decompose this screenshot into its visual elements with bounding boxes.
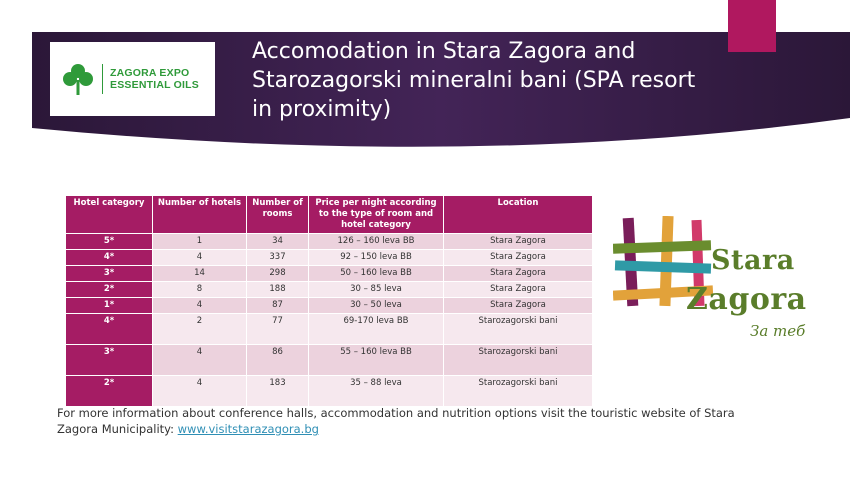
brand-word-zagora: Zagora — [686, 282, 807, 317]
cell-price: 55 – 160 leva BB — [309, 345, 444, 376]
header-hotel-category: Hotel category — [66, 196, 153, 234]
footer-text: For more information about conference halls, accommodation and nutrition options visit the touristic website of Stara Zagora Municipality: — [57, 406, 735, 436]
cell-category: 3* — [66, 266, 153, 282]
cell-location: Stara Zagora — [444, 250, 593, 266]
cell-hotels: 4 — [153, 298, 247, 314]
logo-text — [110, 67, 199, 91]
table-row — [66, 298, 593, 314]
cell-rooms: 86 — [247, 345, 309, 376]
logo-line1: ZAGORA EXPO — [110, 67, 190, 79]
brand-tagline: За теб — [750, 322, 806, 340]
table-row — [66, 266, 593, 282]
cell-price: 92 – 150 leva BB — [309, 250, 444, 266]
header-number-of-rooms: Number of rooms — [247, 196, 309, 234]
cell-rooms: 87 — [247, 298, 309, 314]
cell-price: 50 – 160 leva BB — [309, 266, 444, 282]
cell-location: Stara Zagora — [444, 282, 593, 298]
cell-category: 5* — [66, 234, 153, 250]
cell-price: 30 – 50 leva — [309, 298, 444, 314]
cell-location: Stara Zagora — [444, 234, 593, 250]
cell-rooms: 337 — [247, 250, 309, 266]
cell-hotels: 8 — [153, 282, 247, 298]
zagora-expo-logo — [50, 42, 215, 116]
logo-line2: ESSENTIAL OILS — [110, 79, 199, 91]
cell-price: 30 – 85 leva — [309, 282, 444, 298]
table-row — [66, 250, 593, 266]
website-link[interactable]: www.visitstarazagora.bg — [177, 422, 319, 436]
table-row — [66, 314, 593, 345]
cell-price: 35 – 88 leva — [309, 376, 444, 407]
cell-hotels: 14 — [153, 266, 247, 282]
cell-hotels: 4 — [153, 250, 247, 266]
logo-divider — [102, 64, 103, 94]
table-row — [66, 234, 593, 250]
page-title: Accomodation in Stara Zagora and Starozagorski mineralni bani (SPA resort in proximity) — [252, 39, 696, 122]
table-row — [66, 376, 593, 407]
cell-location: Stara Zagora — [444, 266, 593, 282]
footer-note — [57, 405, 777, 437]
cell-hotels: 4 — [153, 376, 247, 407]
cell-category: 3* — [66, 345, 153, 376]
cell-category: 4* — [66, 250, 153, 266]
cell-category: 1* — [66, 298, 153, 314]
table-header-row — [66, 196, 593, 234]
cell-location: Starozagorski bani — [444, 376, 593, 407]
cell-rooms: 298 — [247, 266, 309, 282]
cell-rooms: 183 — [247, 376, 309, 407]
accent-bar — [728, 0, 776, 52]
table-row — [66, 345, 593, 376]
cell-hotels: 4 — [153, 345, 247, 376]
cell-price: 126 – 160 leva BB — [309, 234, 444, 250]
cell-category: 2* — [66, 376, 153, 407]
cell-hotels: 2 — [153, 314, 247, 345]
cell-price: 69-170 leva BB — [309, 314, 444, 345]
header-price-per-night: Price per night according to the type of room and hotel category — [309, 196, 444, 234]
cell-location: Starozagorski bani — [444, 314, 593, 345]
accommodation-table — [65, 195, 593, 407]
cell-rooms: 77 — [247, 314, 309, 345]
cell-rooms: 34 — [247, 234, 309, 250]
leaf-icon — [62, 62, 94, 96]
cell-category: 2* — [66, 282, 153, 298]
cell-category: 4* — [66, 314, 153, 345]
header-location: Location — [444, 196, 593, 234]
brand-word-stara: Stara — [711, 245, 795, 276]
table-row — [66, 282, 593, 298]
header-number-of-hotels: Number of hotels — [153, 196, 247, 234]
cell-hotels: 1 — [153, 234, 247, 250]
cell-location: Starozagorski bani — [444, 345, 593, 376]
cell-location: Stara Zagora — [444, 298, 593, 314]
cell-rooms: 188 — [247, 282, 309, 298]
